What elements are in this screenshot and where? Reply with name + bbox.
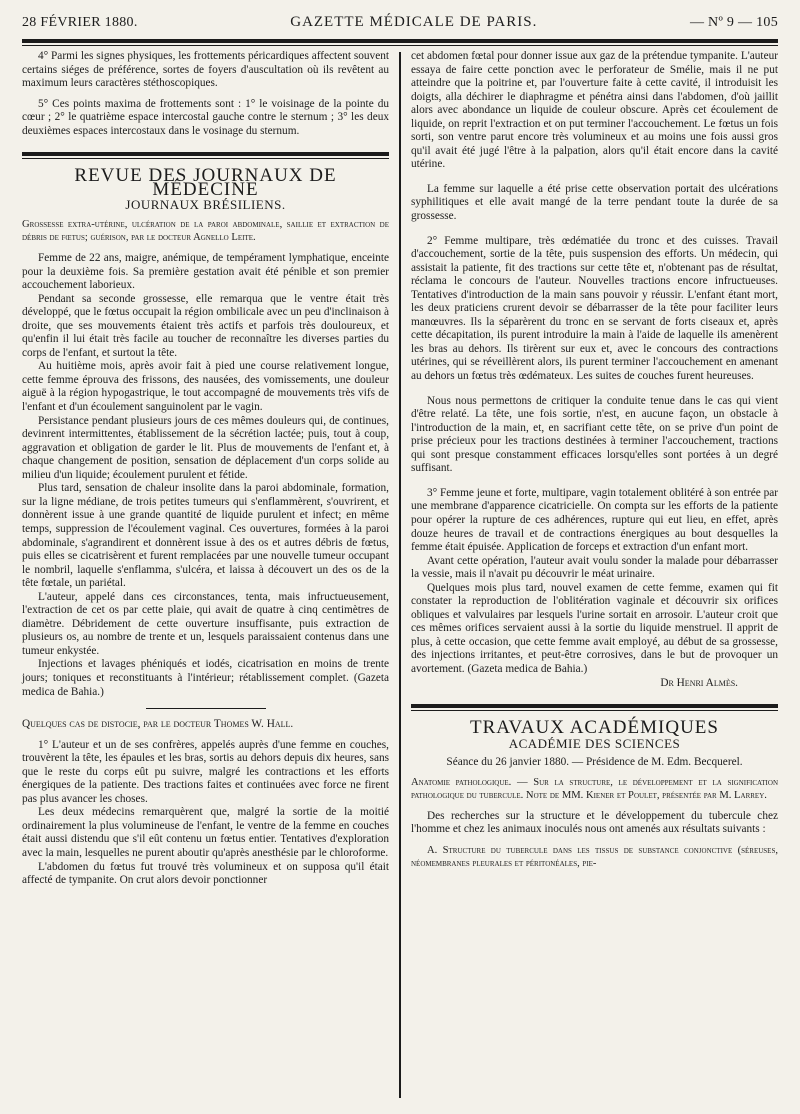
paragraph: Persistance pendant plusieurs jours de ces mêmes douleurs qui, de continues, devinrent intermittentes, établissement de la sécrétion lactée; puis, tout à coup, aggravation et obligation de garder le lit. Plus de mouvements de l'enfant et, à chaque changement de position, sensation de déplacement d'un corps solide au milieu d'un liquide; écoulement purulent et fétide. — [22, 414, 390, 481]
column-divider — [399, 52, 401, 1098]
paragraph: Avant cette opération, l'auteur avait voulu sonder la malade pour débarrasser la vessie, mais il n'avait pu découvrir le méat urinaire. — [410, 554, 778, 581]
section-rule — [411, 704, 778, 711]
paragraph: Au huitième mois, après avoir fait à pied une course relativement longue, cette femme éprouva des frissons, des nausées, des vomissements, une douleur aiguë à la région hypogastrique, le tout accompagné de mouvements très vifs de l'enfant et d'un écoulement sanguinolent par le vagin. — [22, 360, 390, 414]
page-header — [22, 14, 778, 31]
paragraph: 4° Parmi les signes physiques, les frottements péricardiques affectent souvent certains siéges de préférence, sortes de foyers d'auscultation où ils revêtent au maximum leurs caractères stéthoscopiques. — [22, 50, 390, 90]
article-title: Quelques cas de distocie, par le docteur Thomes W. Hall. — [22, 718, 294, 731]
article-title: Grossesse extra-utérine, ulcération de la paroi abdominale, saillie et extraction de débris de fœtus; guérison, par le docteur Agnello Leite. — [22, 218, 390, 244]
paragraph: Quelques mois plus tard, nouvel examen de cette femme, examen qui fit constater la reproduction de l'oblitération vaginale et découvrir six orifices obliques et valvulaires par lesquels l'urine sortait en arrosoir. L'auteur croit que ces mêmes orifices servaient aussi à la sortie du liquide menstruel. Il apprit de plus, à cette occasion, que cette femme avait employé, au début de sa grossesse, des injections irritantes, et peut-être corrosives, dans le but de provoquer un avortement. (Gazeta medica de Bahia.) — [410, 581, 778, 675]
paragraph: 2° Femme multipare, très œdématiée du tronc et des cuisses. Travail d'accouchement, sortie de la tête, puis suspension des efforts. Un médecin, qui assistait la patiente, fit des tractions sur cette tête et, n'obtenant pas de résultat, réclama le concours de l'auteur. Nouvelles tractions encore infructueuses. Tentatives d'introduction de la main sans pouvoir y réussir. L'enfant étant mort, les deux praticiens crurent devoir se débarrasser de la tête pour faciliter leurs manœuvres. Ils la séparèrent du tronc en se servant de forts ciseaux et, après cette décapitation, ils purent introduire la main à l'aide de laquelle ils amenèrent les bras au dehors. Ils tirèrent sur eux et, avec le concours des contractions utérines, qui se réveillèrent alors, ils purent terminer l'accouchement en amenant au dehors un fœtus très œdémateux. Les suites de couches furent heureuses. — [410, 234, 778, 383]
section-subtitle: JOURNAUX BRÉSILIENS. — [125, 197, 286, 213]
paragraph: 3° Femme jeune et forte, multipare, vagin totalement oblitéré à son entrée par une membrane d'apparence cicatricielle. On compta sur les efforts de la patiente pour opérer la rupture de ces adhérences, rupture qui eut lieu, en effet, après douze heures de travail et de contractions énergiques au bout desquelles la femme était épuisée. Application de forceps et extraction d'un enfant mort. — [410, 486, 778, 554]
paragraph: Des recherches sur la structure et le développement du tubercule chez l'homme et chez les animaux inoculés nous ont amenés aux résultats suivants : — [410, 809, 778, 836]
header-date: 28 FÉVRIER 1880. — [22, 15, 138, 30]
paragraph: Plus tard, sensation de chaleur insolite dans la paroi abdominale, formation, sur la ligne médiane, de trois petites tumeurs qui s'enflammèrent, s'ouvrirent, et donnèrent issue à une grande quantité de liquide purulent et infect; en même temps, suppression de l'écoulement vaginal. Ces ouvertures, formées à la paroi abdominale, s'agrandirent et donnèrent issue à des os et autres débris de fœtus, puis elles se cicatrisèrent et furent remplacées par une nouvelle tumeur occupant le nombril, laquelle s'enflamma, s'ulcéra, et laissa à découvert un des os de la tête fœtale, un pariétal. — [22, 482, 390, 590]
paragraph: Injections et lavages phéniqués et iodés, cicatrisation en moins de trente jours; toniques et reconstituants à l'intérieur; rétablissement complet. (Gazeta medica de Bahia.) — [22, 658, 390, 698]
header-number: — Nº 9 — 105 — [689, 15, 778, 30]
paragraph: Les deux médecins remarquèrent que, malgré la sortie de la moitié ordinairement la plus volumineuse de l'enfant, le ventre de la femme en couches était aussi distendu que s'il eût contenu un fœtus entier. Tentatives d'exploration avec la main, lesquelles ne purent aboutir qu'après anesthésie par le chloroforme. — [22, 806, 390, 859]
separator — [146, 708, 266, 709]
header-rule-thin — [22, 45, 778, 46]
header-rule — [22, 39, 778, 43]
section-title: REVUE DES JOURNAUX DE MÉDECINE — [74, 165, 337, 200]
paragraph: 5° Ces points maxima de frottements sont : 1° le voisinage de la pointe du cœur ; 2° le quatrième espace intercostal gauche contre le sternum ; 3° les deux deuxièmes espaces intercostaux dans le vosinage du sternum. — [22, 97, 390, 137]
paragraph: A. Structure du tubercule dans les tissus de substance conjonctive (séreuses, néomembranes pleurales et péritonéales, pie- — [410, 844, 778, 870]
paragraph: La femme sur laquelle a été prise cette observation portait des ulcérations syphilitiques et elle avait mangé de la terre pendant toute la durée de sa grossesse. — [410, 182, 778, 223]
paragraph: L'auteur, appelé dans ces circonstances, tenta, mais infructueusement, l'extraction de cet os par cette plaie, qui avait de quatre à cinq centimètres de diamètre. Débridement de cette ouverture insuffisante, puis extraction de plusieurs os, au nombre de trente et un, lesquels paraissaient contenus dans une tumeur enkystée. — [22, 590, 390, 657]
seance-line: Séance du 26 janvier 1880. — Présidence de M. Edm. Becquerel. — [446, 756, 743, 769]
paragraph: Pendant sa seconde grossesse, elle remarqua que le ventre était très développé, que le fœtus occupait la région ombilicale avec un peu d'inclinaison à droite, que ses mouvements étaient très actifs et parfois très douloureux, et qu'enfin il lui était très facile au toucher de reconnaître les diverses parties du corps de l'enfant, et surtout la tête. — [22, 292, 390, 359]
section-rule — [22, 152, 389, 159]
signature: Dr Henri Almès. — [660, 676, 738, 689]
paragraph: 1° L'auteur et un de ses confrères, appelés auprès d'une femme en couches, trouvèrent la tête, les épaules et les bras, sortis au dehors depuis dix heures, sans que le reste du corps eût pu suivre, malgré les contractions et les efforts énergiques de la patiente. Des tractions faites et continuées avec force ne firent pas plus avancer les choses. — [22, 738, 390, 805]
paragraph: cet abdomen fœtal pour donner issue aux gaz de la prétendue tympanite. L'auteur essaya de faire cette ponction avec le perforateur de Smélie, mais il ne put atteindre que la poitrine et, par l'ouverture faite à cette cavité, il introduisit les doigts, alla déchirer le diaphragme et pénétra ainsi dans l'abdomen, d'où jaillit alors avec abondance un liquide de couleur obscure. Après cet écoulement de liquide, on reprit l'extraction et on put terminer l'accouchement. Le fœtus un fois sorti, son ventre parut encore très volumineux et au moins une fois aussi gros qu'il avait été jugé l'être à la palpation, alors qu'il était encore dans la cavité utérine. — [410, 50, 778, 171]
section-subtitle: ACADÉMIE DES SCIENCES — [508, 735, 681, 751]
paragraph: L'abdomen du fœtus fut trouvé très volumineux et on supposa qu'il était affecté de tympanite. On crut alors devoir ponctionner — [22, 860, 390, 887]
paragraph: Nous nous permettons de critiquer la conduite tenue dans le cas qui vient d'être relaté. La tête, une fois sortie, n'est, en aucune façon, un obstacle à l'introduction de la main, et, en sacrifiant cette tête, on se prive d'un point de prise précieux pour les tractions destinées à terminer l'accouchement, tractions qui sont presque constamment efficaces lorsqu'elles sont portées à un degré suffisant. — [410, 394, 778, 475]
article-title: Anatomie pathologique. — Sur la structure, le développement et la signification pathologique du tubercule. Note de MM. Kiener et Poulet, présentée par M. Larrey. — [410, 776, 778, 802]
header-title: GAZETTE MÉDICALE DE PARIS. — [290, 14, 538, 30]
columns — [22, 50, 778, 1098]
paragraph: Femme de 22 ans, maigre, anémique, de tempérament lymphatique, enceinte pour la deuxième fois. Sa première gestation avait été pénible et son premier accouchement laborieux. — [22, 252, 390, 292]
left-column — [22, 50, 389, 1098]
section-title: TRAVAUX ACADÉMIQUES — [470, 717, 719, 739]
right-column — [411, 50, 778, 1098]
